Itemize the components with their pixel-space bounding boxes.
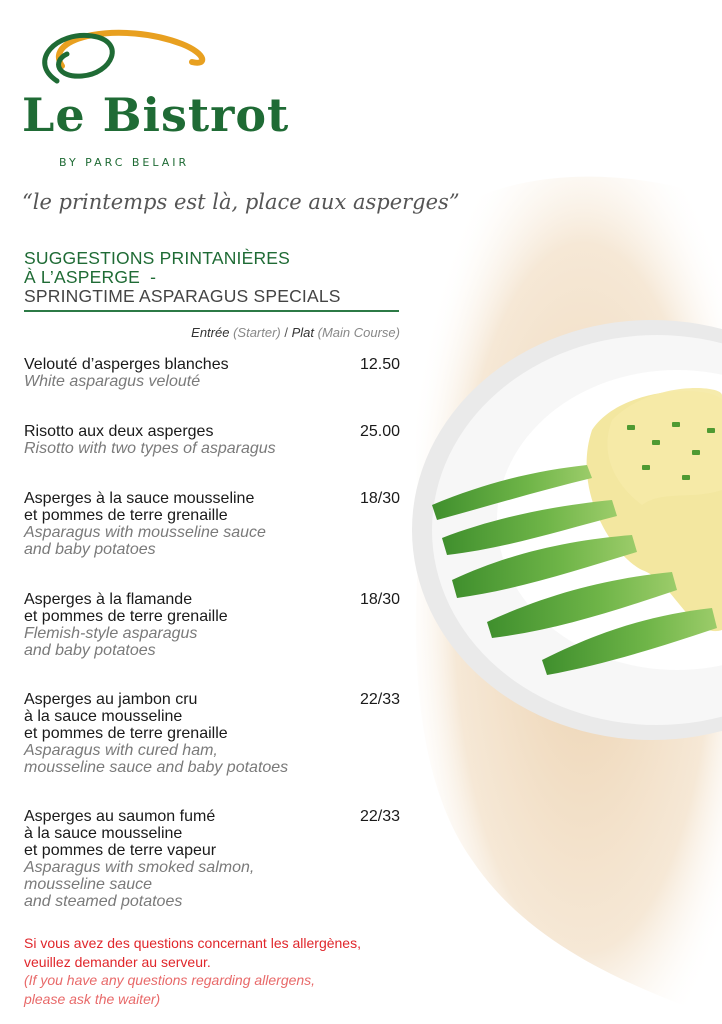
item-name-fr: et pommes de terre vapeur — [24, 842, 217, 859]
allergen-notice — [24, 934, 414, 1008]
column-header-entree: Entrée — [191, 325, 230, 340]
asparagus-plate-illustration — [412, 160, 722, 1024]
item-name-en: Asparagus with cured ham, — [24, 742, 218, 759]
item-name-fr: Asperges au saumon fumé — [24, 808, 216, 825]
logo — [22, 26, 290, 171]
item-name-fr: Asperges à la sauce mousseline — [24, 490, 255, 507]
allergen-fr: Si vous avez des questions concernant les allergènes, — [24, 935, 361, 951]
heading-line-1: SUGGESTIONS PRINTANIÈRES — [24, 248, 291, 268]
item-name-fr: et pommes de terre grenaille — [24, 507, 228, 524]
item-name-fr: Asperges à la flamande — [24, 591, 193, 608]
item-name-en: Asparagus with mousseline sauce — [24, 524, 266, 541]
item-name-fr: Risotto aux deux asperges — [24, 423, 214, 440]
item-price: 18/30 — [359, 591, 400, 608]
item-name-fr: Asperges au jambon cru — [24, 691, 198, 708]
menu-item — [24, 356, 400, 390]
item-name-fr: à la sauce mousseline — [24, 708, 183, 725]
allergen-en: (If you have any questions regarding allergens, — [24, 972, 316, 988]
item-price: 22/33 — [359, 808, 400, 825]
column-header-plat: Plat — [291, 325, 315, 340]
item-name-en: and baby potatoes — [24, 541, 156, 558]
logo-subtitle: BY PARC BELAIR — [59, 156, 190, 169]
column-header-plat-en: (Main Course) — [317, 325, 400, 340]
item-name-en: Flemish-style asparagus — [24, 625, 198, 642]
item-name-fr: et pommes de terre grenaille — [24, 725, 228, 742]
allergen-en: please ask the waiter) — [24, 990, 161, 1007]
item-price: 25.00 — [359, 423, 400, 440]
item-name-fr: à la sauce mousseline — [24, 825, 183, 842]
item-name-en: and baby potatoes — [24, 642, 156, 659]
heading-line-2: À L’ASPERGE - — [24, 267, 157, 287]
column-header-entree-en: (Starter) — [233, 325, 281, 340]
heading-line-3: SPRINGTIME ASPARAGUS SPECIALS — [24, 286, 341, 306]
column-header-sep: / — [280, 325, 292, 340]
item-name-en: mousseline sauce and baby potatoes — [24, 759, 289, 776]
allergen-fr: veuillez demander au serveur. — [24, 953, 211, 970]
item-name-fr: et pommes de terre grenaille — [24, 608, 228, 625]
menu-item — [24, 691, 400, 776]
logo-title: Le Bistrot — [22, 88, 290, 142]
menu-item — [24, 591, 400, 659]
menu-item — [24, 490, 400, 558]
item-name-en: and steamed potatoes — [24, 893, 183, 910]
item-name-en: White asparagus velouté — [24, 373, 201, 390]
item-name-en: mousseline sauce — [24, 876, 153, 893]
item-name-en: Asparagus with smoked salmon, — [24, 859, 255, 876]
item-name-en: Risotto with two types of asparagus — [24, 440, 276, 457]
menu-item — [24, 423, 400, 457]
tagline: “le printemps est là, place aux asperges” — [22, 190, 460, 214]
heading-divider — [24, 310, 399, 312]
item-price: 12.50 — [359, 356, 400, 373]
item-price: 22/33 — [359, 691, 400, 708]
item-price: 18/30 — [359, 490, 400, 507]
menu-heading — [24, 249, 400, 306]
menu-item — [24, 808, 400, 910]
item-name-fr: Velouté d’asperges blanches — [24, 356, 229, 373]
column-header — [191, 325, 400, 340]
